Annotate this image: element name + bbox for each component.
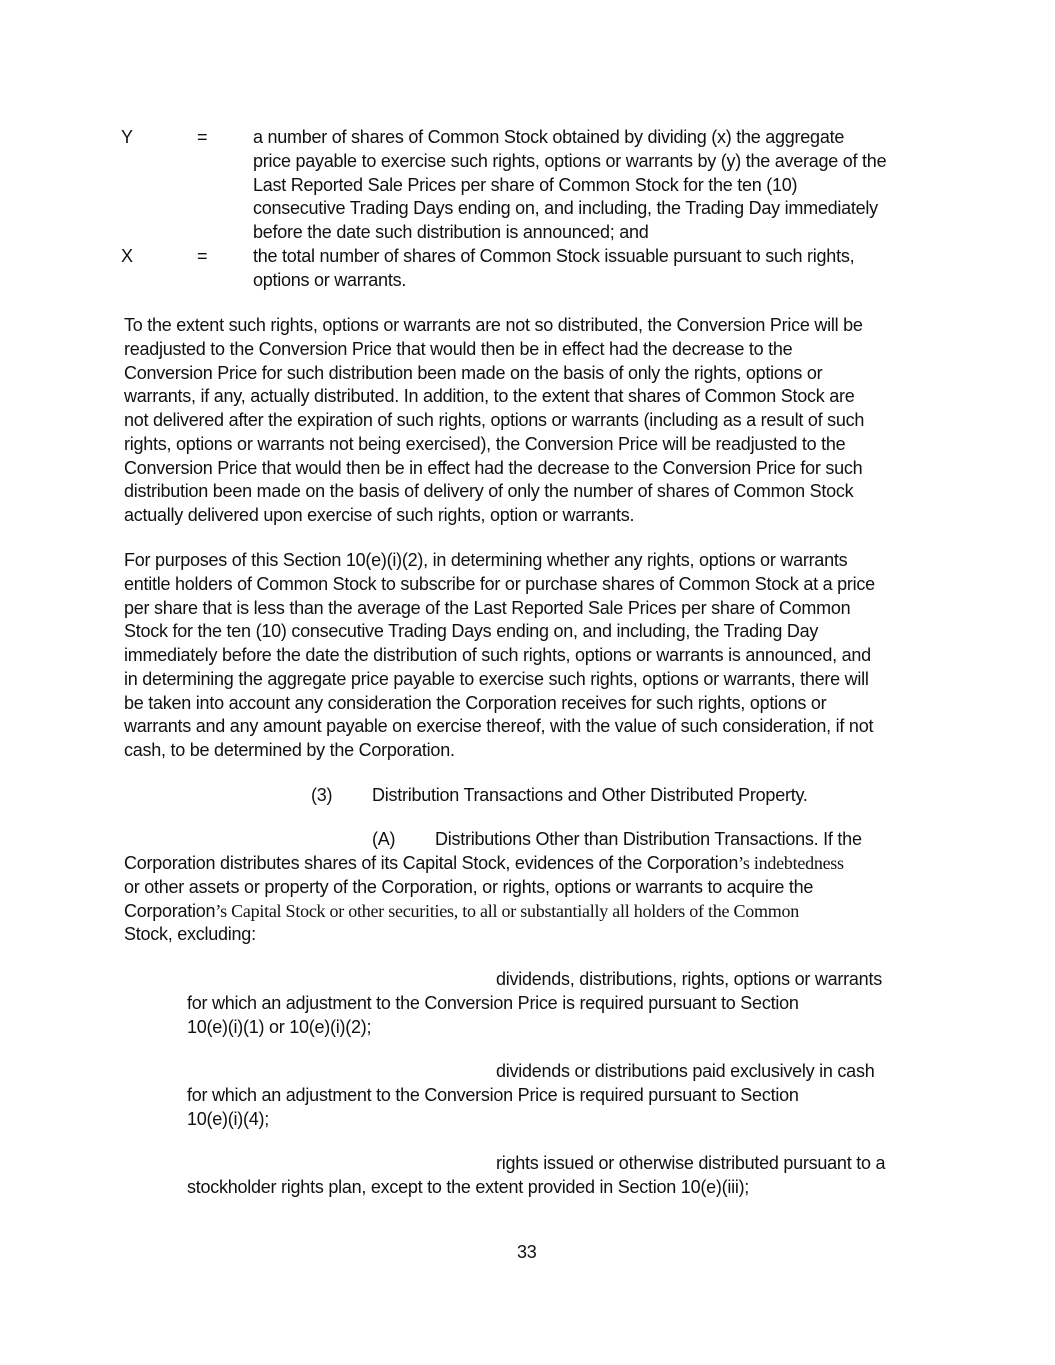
equals-sign: = [197, 127, 208, 147]
exclusion-item-line: 10(e)(i)(1) or 10(e)(i)(2); [187, 1016, 372, 1037]
paragraph-line: warrants, if any, actually distributed. In addition, to the extent that shares of Common Stock are [124, 386, 855, 407]
page-number: 33 [517, 1242, 537, 1262]
definition-text-line: Last Reported Sale Prices per share of Common Stock for the ten (10) [253, 174, 798, 195]
paragraph-line: entitle holders of Common Stock to subscribe for or purchase shares of Common Stock at a price [124, 573, 875, 594]
paragraph-line: cash, to be determined by the Corporation. [124, 740, 455, 760]
definition-text-line: options or warrants. [253, 269, 407, 290]
paragraph-line: distribution been made on the basis of delivery of only the number of shares of Common Stock [124, 481, 854, 502]
text-run-serif: ’s indebtedness [738, 853, 844, 873]
subsection-text-line [124, 923, 256, 945]
section-number: (3) [311, 785, 333, 805]
subsection-heading-line: Distributions Other than Distribution Transactions. If the [435, 829, 862, 849]
definition-text-line: the total number of shares of Common Stock issuable pursuant to such rights, [253, 245, 855, 266]
paragraph-line: immediately before the date the distribution of such rights, options or warrants is announced, and [124, 645, 871, 665]
paragraph-line: actually delivered upon exercise of such rights, option or warrants. [124, 505, 635, 525]
exclusion-item-first-line: rights issued or otherwise distributed pursuant to a [496, 1153, 886, 1173]
subsection-text-line [124, 852, 844, 874]
exclusion-item-first-line: dividends, distributions, rights, options or warrants [496, 969, 882, 989]
paragraph-line: warrants and any amount payable on exercise thereof, with the value of such consideration, if not [124, 716, 874, 737]
paragraph-line: per share that is less than the average of the Last Reported Sale Prices per share of Common [124, 597, 851, 618]
text-run-serif: ’s Capital Stock or other securities, to all or substantially all holders of the Common [215, 900, 799, 921]
paragraph-line: rights, options or warrants not being exercised), the Conversion Price will be readjusted to the [124, 433, 846, 454]
paragraph-line: Conversion Price that would then be in effect had the decrease to the Conversion Price for such [124, 457, 863, 478]
section-heading: Distribution Transactions and Other Distributed Property. [372, 785, 808, 805]
definition-text-line: a number of shares of Common Stock obtained by dividing (x) the aggregate [253, 127, 845, 147]
definition-text-line: before the date such distribution is announced; and [253, 222, 649, 242]
definition-text-line: consecutive Trading Days ending on, and including, the Trading Day immediately [253, 198, 878, 219]
subsection-number: (A) [372, 829, 396, 849]
subsection-text-line [124, 876, 813, 898]
paragraph-line: be taken into account any consideration the Corporation receives for such rights, options or [124, 692, 827, 713]
exclusion-item-line: 10(e)(i)(4); [187, 1108, 270, 1129]
paragraph-line: in determining the aggregate price payable to exercise such rights, options or warrants, there will [124, 668, 869, 689]
exclusion-item-line: for which an adjustment to the Conversion Price is required pursuant to Section [187, 992, 799, 1013]
exclusion-item-first-line: dividends or distributions paid exclusively in cash [496, 1061, 875, 1081]
text-run: Corporation distributes shares of its Capital Stock, evidences of the Corporation [124, 853, 739, 873]
definition-symbol: X [121, 245, 133, 266]
text-run: or other assets or property of the Corporation, or rights, options or warrants to acquire the [124, 876, 814, 897]
definition-text-line: price payable to exercise such rights, options or warrants by (y) the average of the [253, 150, 887, 171]
paragraph-line: To the extent such rights, options or warrants are not so distributed, the Conversion Price will be [124, 315, 863, 335]
paragraph-line: For purposes of this Section 10(e)(i)(2), in determining whether any rights, options or warrants [124, 550, 848, 570]
subsection-text-line [124, 900, 799, 922]
exclusion-item-line: stockholder rights plan, except to the extent provided in Section 10(e)(iii); [187, 1176, 750, 1197]
paragraph-line: not delivered after the expiration of such rights, options or warrants (including as a result of such [124, 410, 865, 430]
paragraph-line: Stock for the ten (10) consecutive Trading Days ending on, and including, the Trading Day [124, 621, 819, 642]
equals-sign: = [197, 245, 208, 266]
text-run: Stock, excluding: [124, 924, 256, 945]
definition-symbol: Y [121, 127, 133, 147]
text-run: Corporation [124, 900, 216, 921]
exclusion-item-line: for which an adjustment to the Conversion Price is required pursuant to Section [187, 1084, 799, 1105]
paragraph-line: Conversion Price for such distribution been made on the basis of only the rights, options or [124, 362, 823, 383]
paragraph-line: readjusted to the Conversion Price that would then be in effect had the decrease to the [124, 338, 793, 359]
